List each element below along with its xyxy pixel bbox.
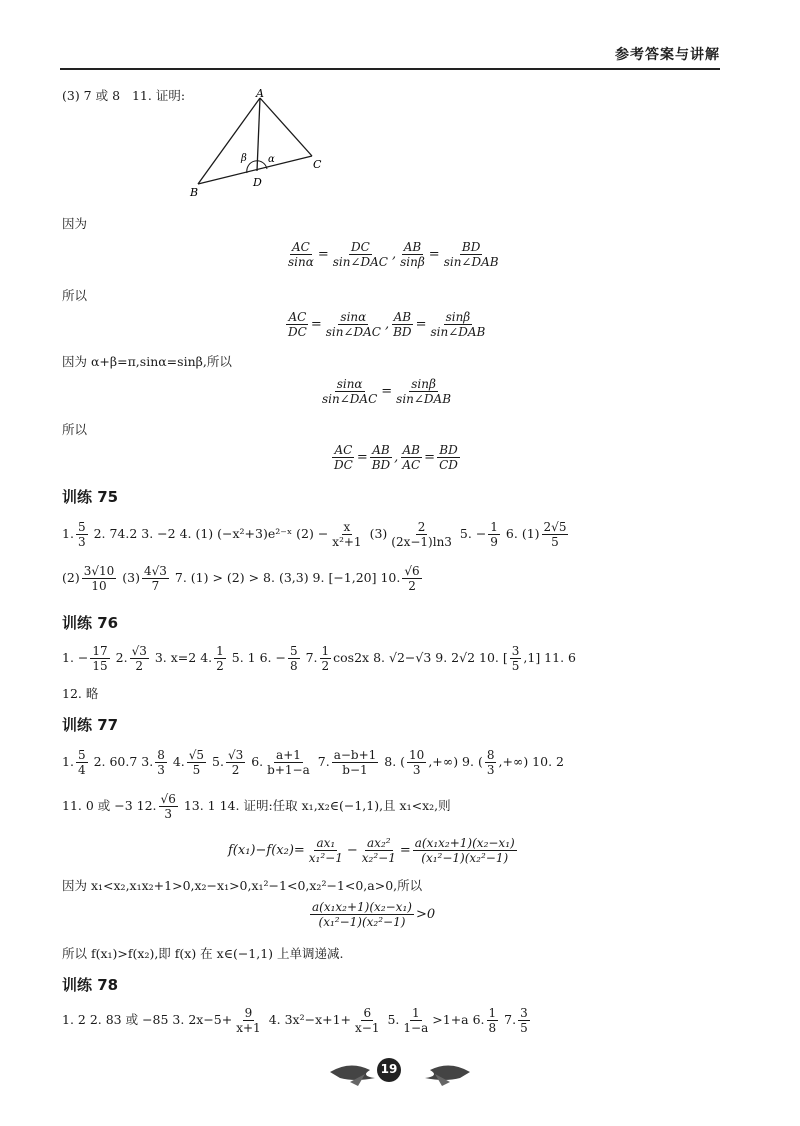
label-c: C [313, 158, 322, 171]
answers-75-line-1: 1. $\frac{5}{3}$ 2. 74.2 3. −2 4. (1) (−x²+3)e²⁻ˣ (2) − $\frac{x}{\text{x²+1}}$ (3) $\frac{2}{(2x-1)\ln 3}$ 5. − $\frac{1}{9}$ 6. (1) $\frac{2√5}{5}$ [62, 520, 567, 549]
label-alpha: α [268, 154, 275, 165]
equation-2: $\frac{AC}{DC}$ = $\frac{\sin\alpha}{\text{sin∠DAC}}$ , $\frac{AB}{BD}$ = $\frac{\sin\beta}{\text{sin∠DAB}}$ [288, 310, 486, 339]
answer-item-11: 11. 证明: [131, 88, 186, 103]
equation-3: $\frac{\sin\alpha}{\text{sin∠DAC}}$ = $\frac{\sin\beta}{\text{sin∠DAB}}$ [322, 377, 452, 406]
proof-77-because: 因为 x₁<x₂,x₁x₂+1>0,x₂−x₁>0,x₁²−1<0,x₂²−1<0,a>0,所以 [62, 878, 423, 893]
section-heading-77: 训练 77 [62, 716, 119, 734]
label-beta: β [241, 153, 247, 164]
section-heading-75: 训练 75 [62, 488, 119, 506]
label-b: B [190, 186, 199, 199]
side-ac [260, 98, 312, 156]
equation-5: f(x₁)−f(x₂)= $\frac{\text{ax₁}}{\text{x₁²−1}}$ − $\frac{\text{ax₂²}}{\text{x₂²−1}}$ = $\frac{\text{a(x₁x₂+1)(x₂−x₁)}}{\text{(x₁²−1)(x₂²−1)}}$ [228, 836, 515, 865]
segment-ad [257, 98, 260, 171]
equation-1: $\frac{AC}{\sin\alpha}$ = $\frac{DC}{\text{sin∠DAC}}$ , $\frac{AB}{\sin\beta}$ = $\frac{BD}{\text{sin∠DAB}}$ [288, 240, 499, 269]
answers-75-line-2: (2) $\frac{3√10}{10}$ (3) $\frac{4√3}{7}$ 7. (1) > (2) > 8. (3,3) 9. [−1,20] 10. $\frac{√6}{2}$ [62, 564, 420, 593]
running-header: 参考答案与讲解 [615, 47, 720, 63]
equation-4: $\frac{AC}{DC}$ = $\frac{AB}{BD}$ , $\frac{AB}{AC}$ = $\frac{BD}{CD}$ [334, 443, 458, 472]
answers-76-line-2: 12. 略 [62, 686, 99, 701]
page-number: 19 [380, 1062, 398, 1076]
header-rule [60, 68, 720, 70]
proof-text-so-2: 所以 [62, 422, 88, 437]
proof-text-so-1: 所以 [62, 288, 88, 303]
label-a: A [256, 87, 264, 100]
section-heading-76: 训练 76 [62, 614, 119, 632]
section-heading-78: 训练 78 [62, 976, 119, 994]
answers-78-line-1: 1. 2 2. 83 或 −85 3. 2x−5+ $\frac{9}{x+1}$ 4. 3x²−x+1+ $\frac{6}{x-1}$ 5. $\frac{1}{1-a}$ >1+a 6. $\frac{1}{8}$ 7. $\frac{3}{5}$ [62, 1006, 528, 1035]
label-d: D [253, 176, 262, 189]
proof-text-because: 因为 [62, 216, 88, 231]
answers-76-line-1: 1. − $\frac{17}{15}$ 2. $\frac{√3}{2}$ 3. x=2 4. $\frac{1}{2}$ 5. 1 6. − $\frac{5}{8}$ 7. $\frac{1}{2}$ cos2x 8. √2−√3 9. 2√2 10. [ $\frac{3}{5}$ ,1] 11. 6 [62, 644, 576, 673]
proof-77-conclusion: 所以 f(x₁)>f(x₂),即 f(x) 在 x∈(−1,1) 上单调递减. [62, 946, 344, 961]
answer-item-3: (3) 7 或 8 [62, 88, 121, 103]
equation-6: $\frac{\text{a(x₁x₂+1)(x₂−x₁)}}{\text{(x₁²−1)(x₂²−1)}}$ >0 [312, 900, 436, 929]
answer-line-top [62, 86, 185, 104]
proof-text-because-2: 因为 α+β=π,sinα=sinβ,所以 [62, 354, 232, 369]
answers-77-line-2: 11. 0 或 −3 12. $\frac{√6}{3}$ 13. 1 14. 证明:任取 x₁,x₂∈(−1,1),且 x₁<x₂,则 [62, 792, 451, 821]
triangle-figure [185, 86, 335, 201]
answers-77-line-1: 1. $\frac{5}{4}$ 2. 60.7 3. $\frac{8}{3}$ 4. $\frac{√5}{5}$ 5. $\frac{√3}{2}$ 6. $\frac{a+1}{b+1-a}$ 7. $\frac{a-b+1}{b-1}$ 8. ( $\frac{10}{3}$ ,+∞) 9. ( $\frac{8}{3}$ ,+∞) 10. 2 [62, 748, 564, 777]
